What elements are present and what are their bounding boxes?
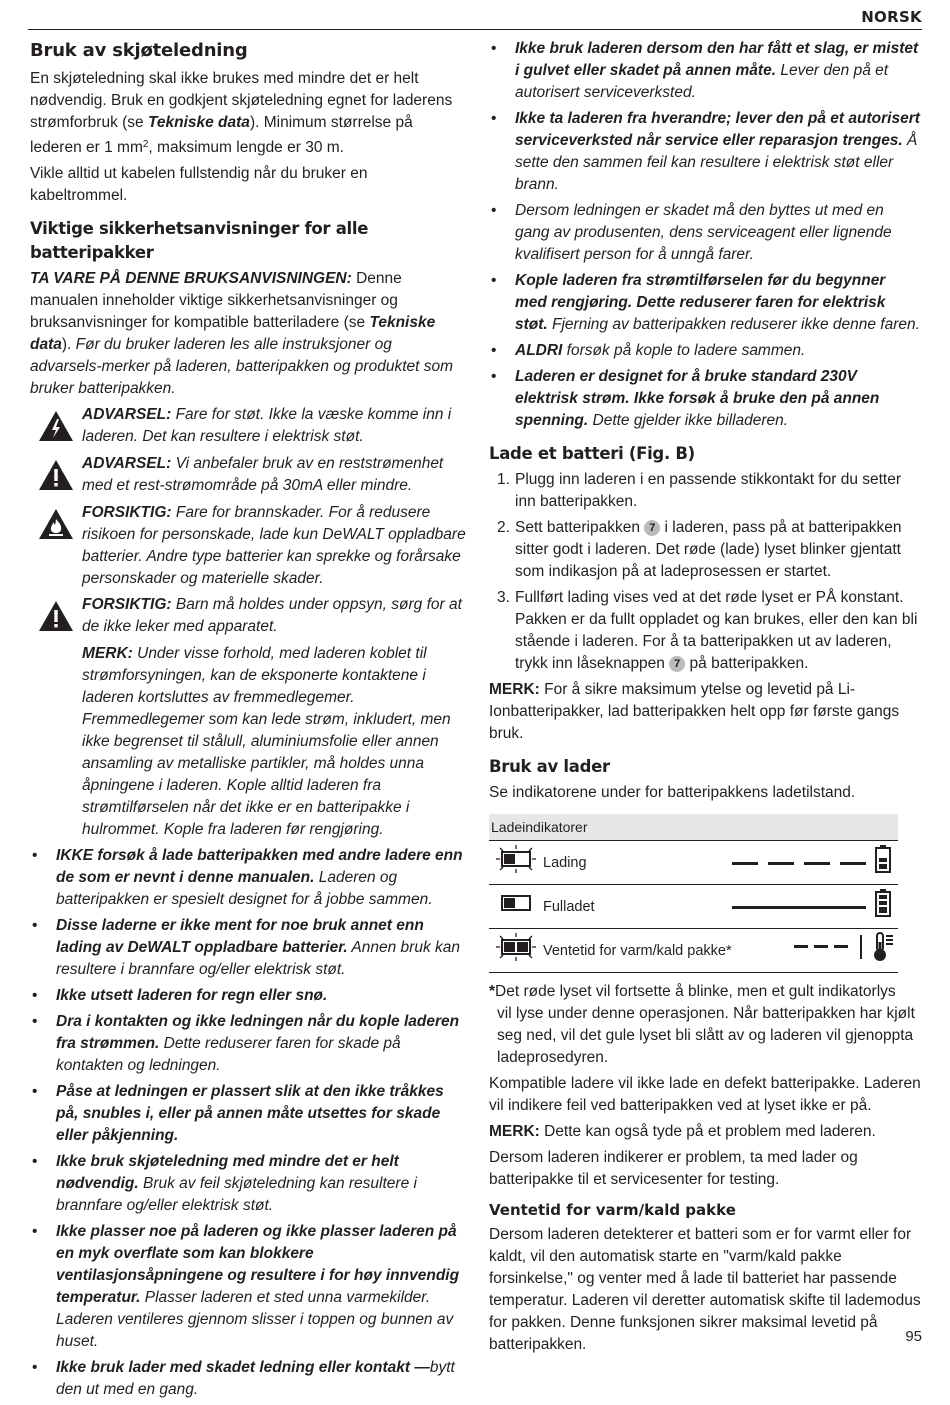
link-tech-data: Tekniske data	[147, 114, 250, 131]
safety-list-continued	[489, 38, 921, 432]
list-item	[489, 200, 921, 266]
language-header: NORSK	[861, 8, 922, 26]
bold-text: Ikke bruk lader med skadet ledning eller kontakt —	[56, 1359, 430, 1376]
paragraph-defect: Kompatible ladere vil ikke lade en defekt batteripakke. Laderen vil indikere feil ved batteripakken ved at lyset ikke er på.	[489, 1075, 921, 1114]
bold-text: Ikke bruk skjøteledning med mindre det er helt nødvendig.	[56, 1153, 399, 1192]
warning-text: Vi anbefaler bruk av en reststrømenhet med et rest-strømområde på 30mA eller mindre.	[82, 455, 444, 494]
text: Annen bruk kan resultere i brannfare og/eller elektrisk støt.	[56, 939, 460, 978]
table-row	[489, 840, 898, 885]
note-label: MERK:	[489, 1123, 540, 1140]
text: Dette kan også tyde på et problem med laderen.	[539, 1123, 876, 1140]
list-item	[30, 1221, 466, 1353]
list-item	[30, 1011, 466, 1077]
list-item	[489, 108, 921, 196]
bold-label: TA VARE PÅ DENNE BRUKSANVISNINGEN:	[30, 270, 352, 287]
warning-icon	[38, 459, 74, 498]
warning-text: Fare for støt. Ikke la væske komme inn i laderen. Det kan resultere i elektrisk støt.	[82, 406, 452, 445]
note-paragraph	[489, 1121, 921, 1143]
paragraph-indicators: Se indikatorene under for batteripakkens ladetilstand.	[489, 784, 856, 801]
text: Plasser laderen et sted unna varmekilder. Laderen ventileres gjennom slisser i toppen og bunnen av huset.	[56, 1289, 454, 1350]
figure-callout-badge: 7	[669, 656, 685, 672]
step-number: 1.	[497, 471, 510, 488]
text: Det røde lyset vil fortsette å blinke, men et gult indikatorlys	[495, 983, 896, 1000]
paragraph-extension-cord	[30, 68, 466, 159]
indicator-label: Lading	[543, 854, 587, 871]
battery-charging-icon	[875, 845, 891, 880]
warning-text: Fare for brannskader. For å redusere risikoen for personskade, lade kun DeWALT oppladbare batterier. Andre type batterier kan sprekke og forårsake personskader og materielle skader.	[82, 504, 466, 587]
list-item	[489, 270, 921, 336]
right-column	[489, 38, 921, 1360]
step-number: 3.	[497, 589, 510, 606]
blinking-light-icon	[494, 844, 538, 881]
safety-list	[30, 845, 466, 1401]
text: Å sette den sammen feil kan resultere i elektrisk støt eller brann.	[515, 132, 918, 193]
text: Dette reduserer faren for skade på kontakten og ledningen.	[56, 1035, 401, 1074]
text: Sett batteripakken	[515, 519, 645, 536]
indicator-label: Fulladet	[543, 898, 595, 915]
list-item	[30, 1081, 466, 1147]
list-item	[30, 985, 466, 1007]
bold-text: Laderen er designet for å bruke standard 230V elektrisk strøm. Ikke forsøk å bruke den på annen spenning.	[515, 368, 880, 429]
left-column	[30, 38, 466, 1405]
list-item	[30, 915, 466, 981]
list-item	[30, 845, 466, 911]
bold-text: Ikke plasser noe på laderen og ikke plasser laderen på en myk overflate som kan blokkere ventilasjonsåpningene og resultere i for høy innvendig temperatur.	[56, 1223, 460, 1306]
paragraph-problem: Dersom laderen indikerer er problem, ta med lader og batteripakke til et servicesenter for testing.	[489, 1149, 858, 1188]
text: på batteripakken.	[685, 655, 809, 672]
warning-block	[30, 502, 466, 590]
note-label: MERK:	[82, 645, 133, 662]
list-item	[489, 366, 921, 432]
text: bytt den ut med en gang.	[56, 1359, 455, 1398]
step-number: 2.	[497, 519, 510, 536]
text: Plugg inn laderen i en passende stikkontakt for du setter inn batteripakken.	[515, 471, 902, 510]
list-item	[30, 1357, 466, 1401]
fire-hazard-icon	[38, 508, 74, 590]
page-number: 95	[905, 1328, 922, 1345]
indicator-table	[489, 814, 898, 973]
solid-light-icon	[494, 888, 538, 925]
text: Lever den på et autorisert serviceverksted.	[515, 62, 889, 101]
note-label: MERK:	[489, 681, 540, 698]
bold-text: Påse at ledningen er plassert slik at den ikke tråkkes på, snubles i, eller på annen måte utsettes for skade eller påkjenning.	[56, 1083, 444, 1144]
solid-line-pattern	[732, 896, 868, 918]
step-item	[489, 587, 921, 675]
dashed-line-pattern	[732, 852, 868, 874]
paragraph-safety-intro	[30, 268, 466, 400]
warning-block	[30, 594, 466, 639]
section-title-hot-cold: Ventetid for varm/kald pakke	[489, 1201, 736, 1219]
charging-steps	[489, 469, 921, 675]
footnote-marker: *	[489, 983, 496, 1000]
text: En skjøteledning skal ikke brukes med mindre det er helt nødvendig. Bruk en godkjent skjøteledning egnet for laderens strømforbruk (se	[30, 70, 453, 131]
link-tech-data: Tekniske data	[30, 314, 436, 353]
note-block	[30, 643, 466, 841]
footnote	[489, 981, 921, 1069]
indicator-label: Ventetid for varm/kald pakke*	[543, 942, 732, 959]
text: Fjerning av batteripakken reduserer ikke denne faren.	[547, 316, 920, 333]
text: Laderen og batteripakken er spesielt designet for å jobbe sammen.	[56, 869, 433, 908]
bold-text: ALDRI	[515, 342, 563, 359]
warning-label: ADVARSEL:	[82, 455, 172, 472]
warning-label: FORSIKTIG:	[82, 504, 172, 521]
text: For å sikre maksimum ytelse og levetid på Li-Ionbatteripakker, lad batteripakken helt opp før første gangs bruk.	[489, 681, 900, 742]
paragraph-cable-reel: Vikle alltid ut kabelen fullstendig når du bruker en kabeltrommel.	[30, 165, 368, 204]
header-rule	[28, 29, 922, 30]
paragraph-hot-cold: Dersom laderen detekterer et batteri som er for varmt eller for kaldt, vil den automatisk starte en "varm/kald pakke forsinkelse," og venter med å lade til batteriet har passende temperatur. Laderen vil deretter automatisk skifte til lademodus for pakken. Denne funksjonen sikrer maksimal levetid på batteripakken.	[489, 1226, 921, 1353]
text: forsøk på kople to ladere sammen.	[562, 342, 806, 359]
step-item	[489, 517, 921, 583]
warning-icon	[38, 600, 74, 639]
section-title-extension-cord: Bruk av skjøteledning	[30, 40, 248, 61]
bold-text: Dra i kontakten og ikke ledningen når du kople laderen fra strømmen.	[56, 1013, 460, 1052]
table-header: Ladeindikatorer	[489, 814, 898, 840]
warning-text: Barn må holdes under oppsyn, sørg for at de ikke leker med apparatet.	[82, 596, 462, 635]
bold-text: IKKE forsøk å lade batteripakken med andre ladere enn de som er nevnt i denne manualen.	[56, 847, 463, 886]
text: , maksimum lengde er 30 m.	[148, 139, 344, 156]
bold-text: Kople laderen fra strømtilførselen før du begynner med rengjøring. Dette reduserer faren for elektrisk støt.	[515, 272, 886, 333]
note-text: Under visse forhold, med laderen koblet til strømforsyningen, kan de eksponerte kontaktene i laderen kortsluttes av fremmedlegemer. Fremmedlegemer som kan lede strøm, inkludert, men ikke begrenset til stålull, aluminiumsfolie eller annen ansamling av metalliske partikler, må holdes unna åpningene i laderen. Kople alltid laderen fra strømtilførselen når det ikke er en batteripakke i hulrommet. Kople fra laderen før rengjøring.	[82, 645, 451, 838]
battery-full-icon	[875, 889, 891, 924]
bold-text: Disse laderne er ikke ment for noe bruk annet enn lading av DeWALT oppladbare batterier.	[56, 917, 424, 956]
text: vil lyse under denne operasjonen. Når batteripakken har kjølt seg ned, vil det gule lyset bli slått av og laderen vil gjenoppta ladeprosedyren.	[497, 1005, 915, 1066]
bold-text: Ikke ta laderen fra hverandre; lever den på et autorisert serviceverksted når service eller reparasjon trenges.	[515, 110, 920, 149]
text: Dersom ledningen er skadet må den byttes ut med en gang av produsenten, dens serviceagent eller lignende kvalifisert person for å unngå farer.	[515, 202, 892, 263]
warning-label: ADVARSEL:	[82, 406, 172, 423]
figure-callout-badge: 7	[644, 520, 660, 536]
section-title-safety: Viktige sikkerhetsanvisninger for alle batteripakker	[30, 219, 369, 262]
electric-hazard-icon	[38, 410, 74, 449]
table-row	[489, 929, 898, 973]
list-item	[489, 38, 921, 104]
list-item	[489, 340, 921, 362]
delay-line-pattern	[794, 934, 868, 967]
warning-label: FORSIKTIG:	[82, 596, 172, 613]
list-item	[30, 1151, 466, 1217]
table-row	[489, 885, 898, 929]
warning-block	[30, 404, 466, 449]
superscript: 2	[142, 139, 149, 150]
text: Denne manualen inneholder viktige sikkerhetsanvisninger og bruksanvisninger for kompatible batteriladere (se	[30, 270, 402, 331]
section-title-charger-use: Bruk av lader	[489, 757, 610, 776]
text: Før du bruker laderen les alle instruksjoner og advarsels-merker på laderen, batteripakken og produktet som bruker batteripakken.	[30, 336, 454, 397]
text: ). Minimum størrelse på lederen er 1 mm	[30, 114, 413, 156]
thermometer-icon	[871, 932, 895, 969]
section-title-charging: Lade et batteri (Fig. B)	[489, 444, 695, 463]
text: Fullført lading vises ved at det røde lyset er PÅ konstant. Pakken er da fullt oppladet og kan brukes, eller den kan bli stående i laderen. For å ta batteripakken ut av laderen, trykk inn låseknappen	[515, 589, 918, 672]
warning-block	[30, 453, 466, 498]
text: Bruk av feil skjøteledning kan resultere i brannfare og/eller elektrisk støt.	[56, 1175, 417, 1214]
text: Dette gjelder ikke billaderen.	[588, 412, 789, 429]
text: i laderen, pass på at batteripakken sitter godt i laderen. Det røde (lade) lyset blinker gjentatt som indikasjon på at ladeprosessen er startet.	[515, 519, 902, 580]
text: ).	[61, 336, 76, 353]
blinking-dual-light-icon	[494, 932, 538, 969]
step-item	[489, 469, 921, 513]
bold-text: Ikke utsett laderen for regn eller snø.	[56, 987, 328, 1004]
note-paragraph	[489, 679, 921, 745]
bold-text: Ikke bruk laderen dersom den har fått et slag, er mistet i gulvet eller skadet på annen måte.	[515, 40, 919, 79]
